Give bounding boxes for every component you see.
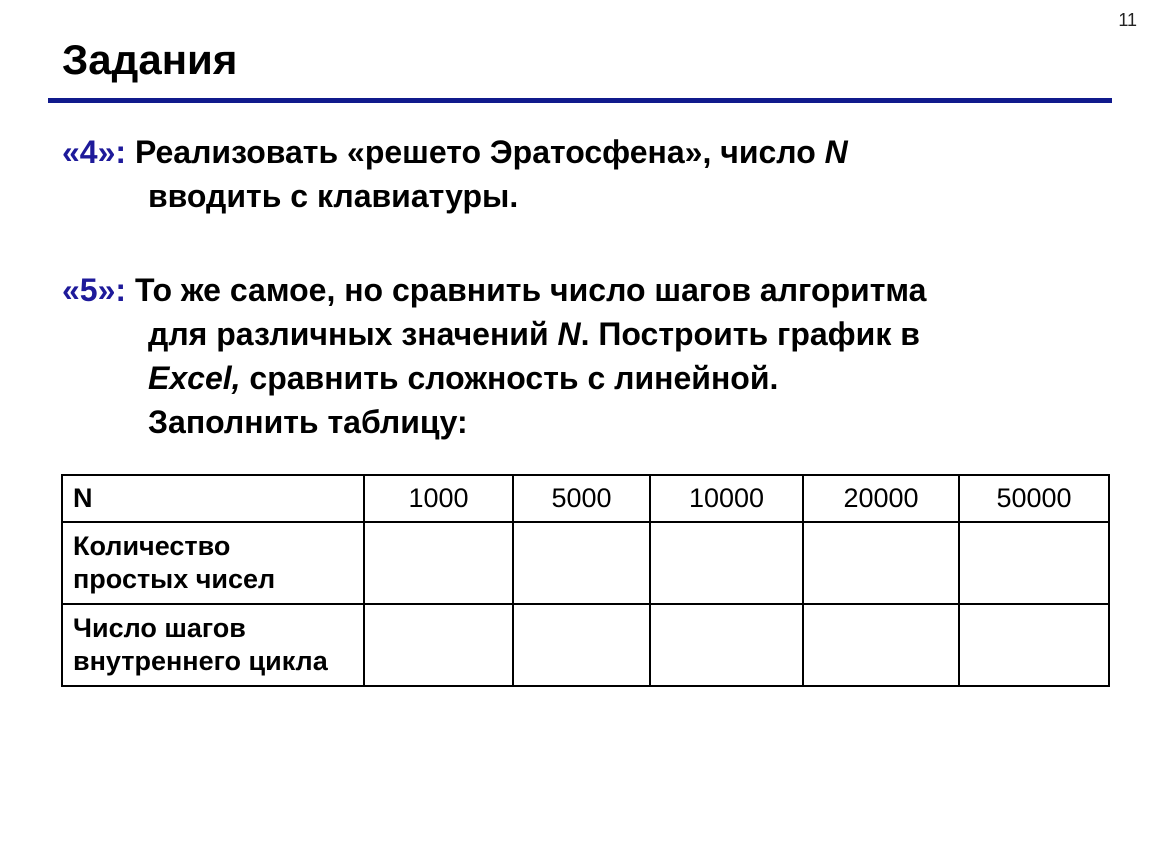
- table-cell: [650, 522, 803, 604]
- task-5-variable: N: [557, 316, 581, 352]
- task-5-line-1: [62, 268, 1102, 312]
- table-cell: [364, 604, 513, 686]
- task-5-excel: Excel,: [148, 360, 241, 396]
- task-4-text: Реализовать «решето Эратосфена», число: [134, 134, 816, 170]
- task-5: [62, 268, 1102, 444]
- table-cell: [959, 522, 1109, 604]
- slide-title: Задания: [62, 36, 238, 83]
- task-4-marker: «4»:: [62, 134, 127, 170]
- row-label-steps: [62, 604, 364, 686]
- table-cell: [513, 522, 650, 604]
- row-label-primes: [62, 522, 364, 604]
- table-cell: [803, 604, 959, 686]
- task-4-variable: N: [824, 134, 848, 170]
- table-header-col: 20000: [803, 475, 959, 522]
- table-header-col: 10000: [650, 475, 803, 522]
- table-header-col: 5000: [513, 475, 650, 522]
- task-5-line-2: [62, 312, 1102, 356]
- task-5-line-3: [62, 356, 1102, 400]
- table-row: [62, 522, 1109, 604]
- title-divider: [48, 98, 1112, 103]
- table-cell: [803, 522, 959, 604]
- results-table: [61, 474, 1110, 687]
- table-header-col: 1000: [364, 475, 513, 522]
- table-header-col: 50000: [959, 475, 1109, 522]
- row-label-line: Количество: [73, 531, 231, 561]
- task-5-text-2b: . Построить график в: [580, 316, 920, 352]
- table-header-row: [62, 475, 1109, 522]
- row-label-line: простых чисел: [73, 564, 276, 594]
- task-5-text-2a: для различных значений: [148, 316, 549, 352]
- task-5-marker: «5»:: [62, 272, 127, 308]
- table-header-n: N: [62, 475, 364, 522]
- task-4-line-1: [62, 130, 1102, 174]
- task-4-line-2: вводить с клавиатуры.: [148, 178, 519, 214]
- table-row: [62, 604, 1109, 686]
- table-cell: [364, 522, 513, 604]
- task-5-line-4: Заполнить таблицу:: [148, 404, 468, 440]
- table-cell: [650, 604, 803, 686]
- table-cell: [513, 604, 650, 686]
- row-label-line: внутреннего цикла: [73, 646, 328, 676]
- task-4: [62, 130, 1102, 218]
- table-cell: [959, 604, 1109, 686]
- task-5-text-1: То же самое, но сравнить число шагов алгоритма: [134, 272, 927, 308]
- task-5-text-3: сравнить сложность с линейной.: [249, 360, 779, 396]
- page-number: 11: [1118, 10, 1137, 30]
- row-label-line: Число шагов: [73, 613, 246, 643]
